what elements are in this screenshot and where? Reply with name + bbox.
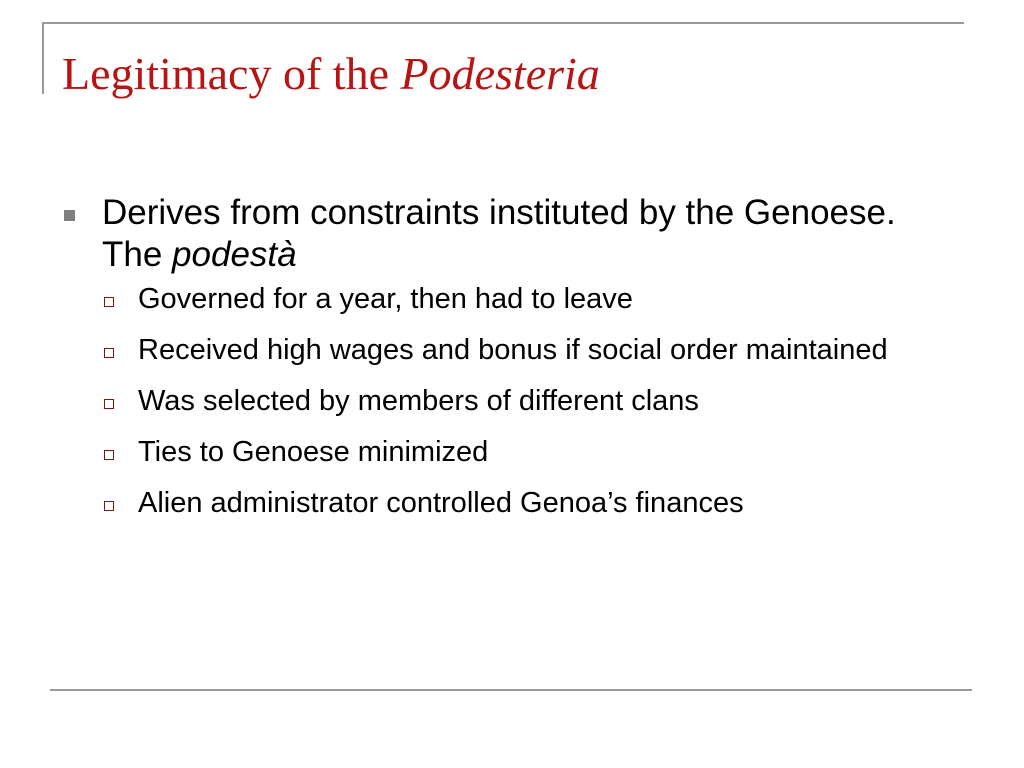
sub-bullet-text: Received high wages and bonus if social order maintained: [138, 334, 888, 366]
sub-bullet-list: [102, 282, 964, 521]
sub-bullet-item: [102, 384, 964, 419]
slide-title-plain: Legitimacy of the: [62, 48, 401, 99]
bullet-list: [64, 192, 964, 537]
hollow-square-bullet-icon: [104, 450, 114, 460]
filled-square-bullet-icon: [64, 210, 75, 221]
top-frame-line: [42, 22, 964, 24]
sub-bullet-item: [102, 282, 964, 317]
sub-bullet-item: [102, 435, 964, 470]
sub-bullet-text: Alien administrator controlled Genoa’s finances: [138, 487, 744, 519]
sub-bullet-text: Was selected by members of different clans: [138, 385, 699, 417]
sub-bullet-text: Ties to Genoese minimized: [138, 436, 489, 468]
hollow-square-bullet-icon: [104, 348, 114, 358]
slide-title-italic: Podesteria: [400, 48, 600, 99]
hollow-square-bullet-icon: [104, 399, 114, 409]
bottom-frame-line: [50, 689, 972, 691]
sub-bullet-item: [102, 486, 964, 521]
main-bullet-item: [64, 192, 964, 521]
hollow-square-bullet-icon: [104, 297, 114, 307]
sub-bullet-text: Governed for a year, then had to leave: [138, 283, 633, 315]
hollow-square-bullet-icon: [104, 501, 114, 511]
slide-title: [62, 46, 600, 102]
main-bullet-text: Derives from constraints instituted by the Genoese. The: [102, 193, 896, 274]
sub-bullet-item: [102, 333, 964, 368]
left-frame-line: [42, 22, 44, 94]
main-bullet-italic-text: podestà: [172, 235, 297, 274]
